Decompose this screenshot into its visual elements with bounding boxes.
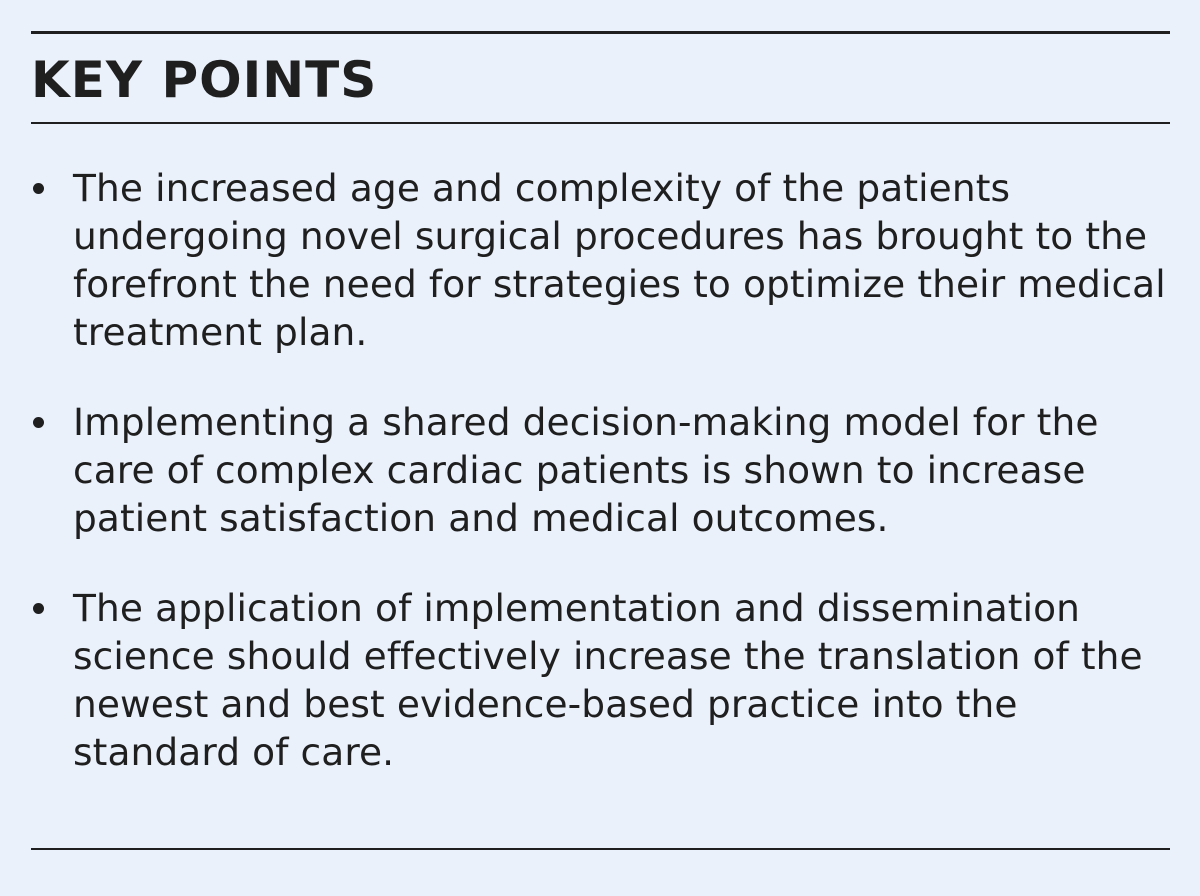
key-point-item: [31, 398, 1170, 542]
bottom-rule: [31, 848, 1170, 850]
section-title: KEY POINTS: [31, 51, 378, 109]
bullet-icon: [33, 417, 44, 428]
key-point-text: The increased age and complexity of the patients undergoing novel surgical procedures has brought to the forefront the need for strategies to optimize their medical treatment plan.: [73, 166, 1166, 354]
key-point-item: [31, 164, 1170, 356]
key-points-list: [31, 164, 1170, 818]
bullet-icon: [33, 183, 44, 194]
key-point-text: The application of implementation and dissemination science should effectively increase the translation of the newest and best evidence-based practice into the standard of care.: [73, 586, 1143, 774]
top-rule: [31, 31, 1170, 34]
bullet-icon: [33, 603, 44, 614]
title-rule: [31, 122, 1170, 124]
key-point-item: [31, 584, 1170, 776]
key-point-text: Implementing a shared decision-making model for the care of complex cardiac patients is shown to increase patient satisfaction and medical outcomes.: [73, 400, 1099, 540]
